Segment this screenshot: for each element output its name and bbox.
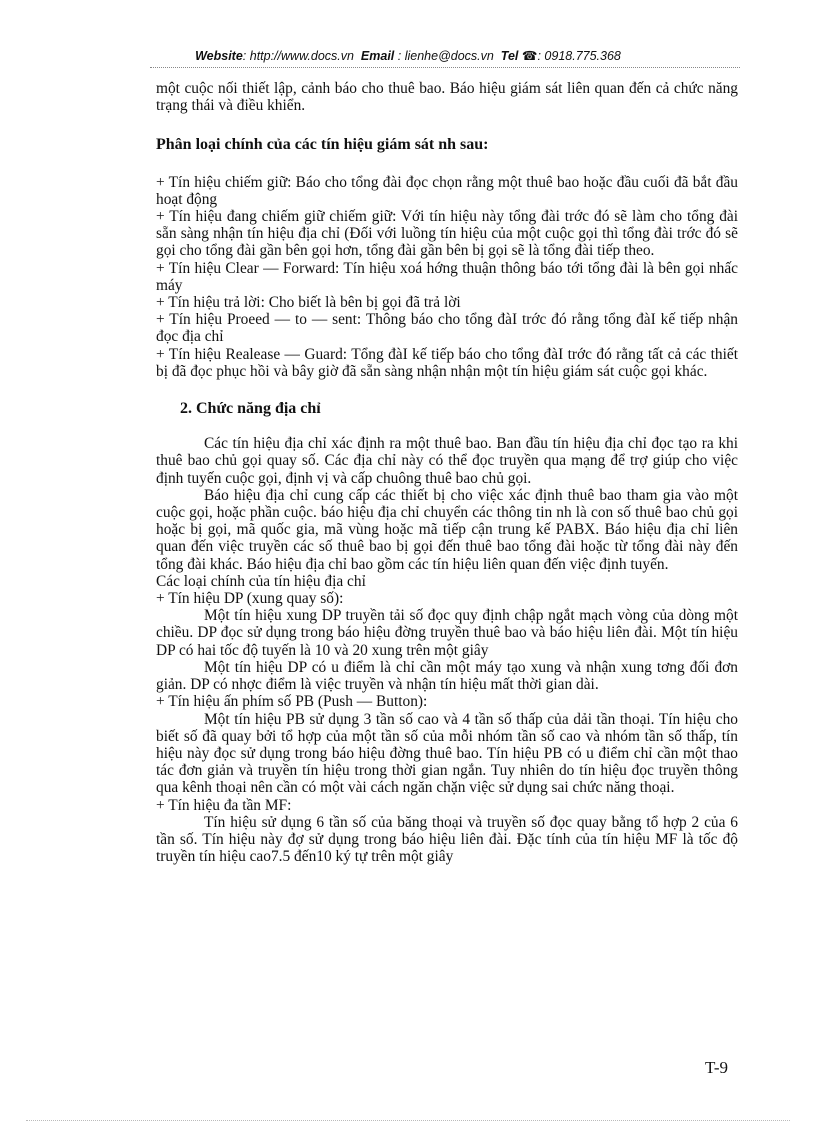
- pb-heading: + Tín hiệu ấn phím số PB (Push — Button):: [156, 693, 428, 711]
- tel-label: Tel: [500, 49, 519, 63]
- pb-paragraph: Một tín hiệu PB sử dụng 3 tần số cao và 4 tần số thấp của dải tần thoại. Tín hiệu cho biết số đã quay bởi tổ hợp của một tần số của mỗi nhóm tần số cao và nhóm tần số thấp, tín hiệu này đọc sử dụng trong báo hiệu đờng thuê bao. Tín hiệu PB có u điểm chỉ cần một thao tác đơn giản và truyền tín hiệu trong thời gian ngắn. Tuy nhiên do tín hiệu đọc truyền thông qua kênh thoại nên cần có một vài cách ngăn chặn việc sử dụng sai chức năng thoại.: [156, 710, 738, 797]
- mf-paragraph: Tín hiệu sử dụng 6 tần số của băng thoại và truyền số đọc quay bằng tổ hợp 2 của 6 tần số. Tín hiệu này đợ sử dụng trong báo hiệu liên đài. Đặc tính của tín hiệu MF là tốc độ truyền tín hiệu cao7.5 đến10 ký tự trên một giây: [156, 813, 738, 866]
- section-heading: 2. Chức năng địa chỉ: [180, 400, 321, 418]
- mf-heading: + Tín hiệu đa tần MF:: [156, 796, 292, 814]
- supervisory-item: + Tín hiệu Clear — Forward: Tín hiệu xoá hớng thuận thông báo tới tổng đài là bên gọi nhấc máy: [156, 259, 738, 294]
- supervisory-item: + Tín hiệu Proeed — to — sent: Thông báo cho tổng đàI trớc đó rằng tổng đàI kế tiếp nhận đọc địa chỉ: [156, 311, 738, 346]
- supervisory-item: + Tín hiệu Realease — Guard: Tổng đàI kế tiếp báo cho tổng đàI trớc đó rằng tất cả các thiết bị đã đọc phục hồi và bây giờ đã sẵn sàng nhận nhận một tín hiệu giám sát cuộc gọi khác.: [156, 345, 738, 380]
- address-types-label: Các loại chính của tín hiệu địa chỉ: [156, 572, 366, 590]
- dp-paragraph-2: Một tín hiệu DP có u điểm là chỉ cần một máy tạo xung và nhận xung tơng đối đơn giản. DP có nhợc điểm là việc truyền và nhận tín hiệu mất thời gian dài.: [156, 658, 738, 694]
- header-divider: [150, 67, 740, 68]
- supervisory-item: + Tín hiệu trả lời: Cho biết là bên bị gọi đã trả lời: [156, 294, 461, 312]
- email-label: Email: [360, 49, 395, 63]
- website-value: : http://www.docs.vn: [242, 49, 354, 63]
- email-value: : lienhe@docs.vn: [397, 49, 494, 63]
- supervisory-item: + Tín hiệu chiếm giữ: Báo cho tổng đài đọc chọn rằng một thuê bao hoặc đầu cuối đã bắt đầu hoạt động: [156, 173, 738, 208]
- page-number: T-9: [705, 1058, 728, 1077]
- dp-paragraph-1: Một tín hiệu xung DP truyền tải số đọc quy định chập ngắt mạch vòng của dòng một chiều. DP đọc sử dụng trong báo hiệu đờng truyền thuê bao và báo hiệu liên đài. Một tín hiệu DP có hai tốc độ tuyến là 10 và 20 xung trên một giây: [156, 607, 738, 659]
- address-paragraph-1: Các tín hiệu địa chỉ xác định ra một thuê bao. Ban đầu tín hiệu địa chỉ đọc tạo ra khi thuê bao chủ gọi quay số. Các địa chỉ này có thể đọc truyền qua mạng để trợ giúp cho việc định tuyến cuộc gọi, định vị và cấp chuông thuê bao chủ gọi.: [156, 435, 738, 487]
- dp-heading: + Tín hiệu DP (xung quay số):: [156, 590, 344, 608]
- intro-paragraph: một cuộc nối thiết lập, cảnh báo cho thuê bao. Báo hiệu giám sát liên quan đến cả chức năng trạng thái và điều khiển.: [156, 80, 738, 115]
- website-label: Website: [195, 49, 243, 63]
- tel-value: : 0918.775.368: [537, 49, 621, 63]
- supervisory-item: + Tín hiệu đang chiếm giữ chiếm giữ: Với tín hiệu này tổng đài trớc đó sẽ làm cho tổng đài sẵn sàng nhận tín hiệu địa chỉ (Đối với luồng tín hiệu của một cuộc gọi thì tổng đài trớc đó sẽ gọi cho tổng đài gần bên gọi hơn, tổng đài gần bên bị gọi sẽ là tổng đài tiếp theo.: [156, 208, 738, 260]
- document-body: [156, 80, 738, 865]
- address-paragraph-2: Báo hiệu địa chỉ cung cấp các thiết bị cho việc xác định thuê bao tham gia vào một cuộc gọi, hoặc phần cuộc. báo hiệu địa chỉ chuyển các thông tin nh là con số thuê bao chủ gọi hoặc bị gọi, mã quốc gia, mã vùng hoặc mã tiếp cận trung kế PABX. Báo hiệu địa chỉ liên quan đến việc truyền các số thuê bao bị gọi đến thuê bao tổng đài hoặc từ tổng đài này đến tổng đài khác. Báo hiệu địa chỉ bao gồm các tín hiệu liên quan đến việc định tuyến.: [156, 486, 738, 573]
- footer-divider: [26, 1120, 790, 1121]
- supervisory-subheading: Phân loại chính của các tín hiệu giám sát nh sau:: [156, 136, 489, 154]
- phone-icon: ☎: [521, 49, 538, 63]
- page-header: [0, 48, 816, 63]
